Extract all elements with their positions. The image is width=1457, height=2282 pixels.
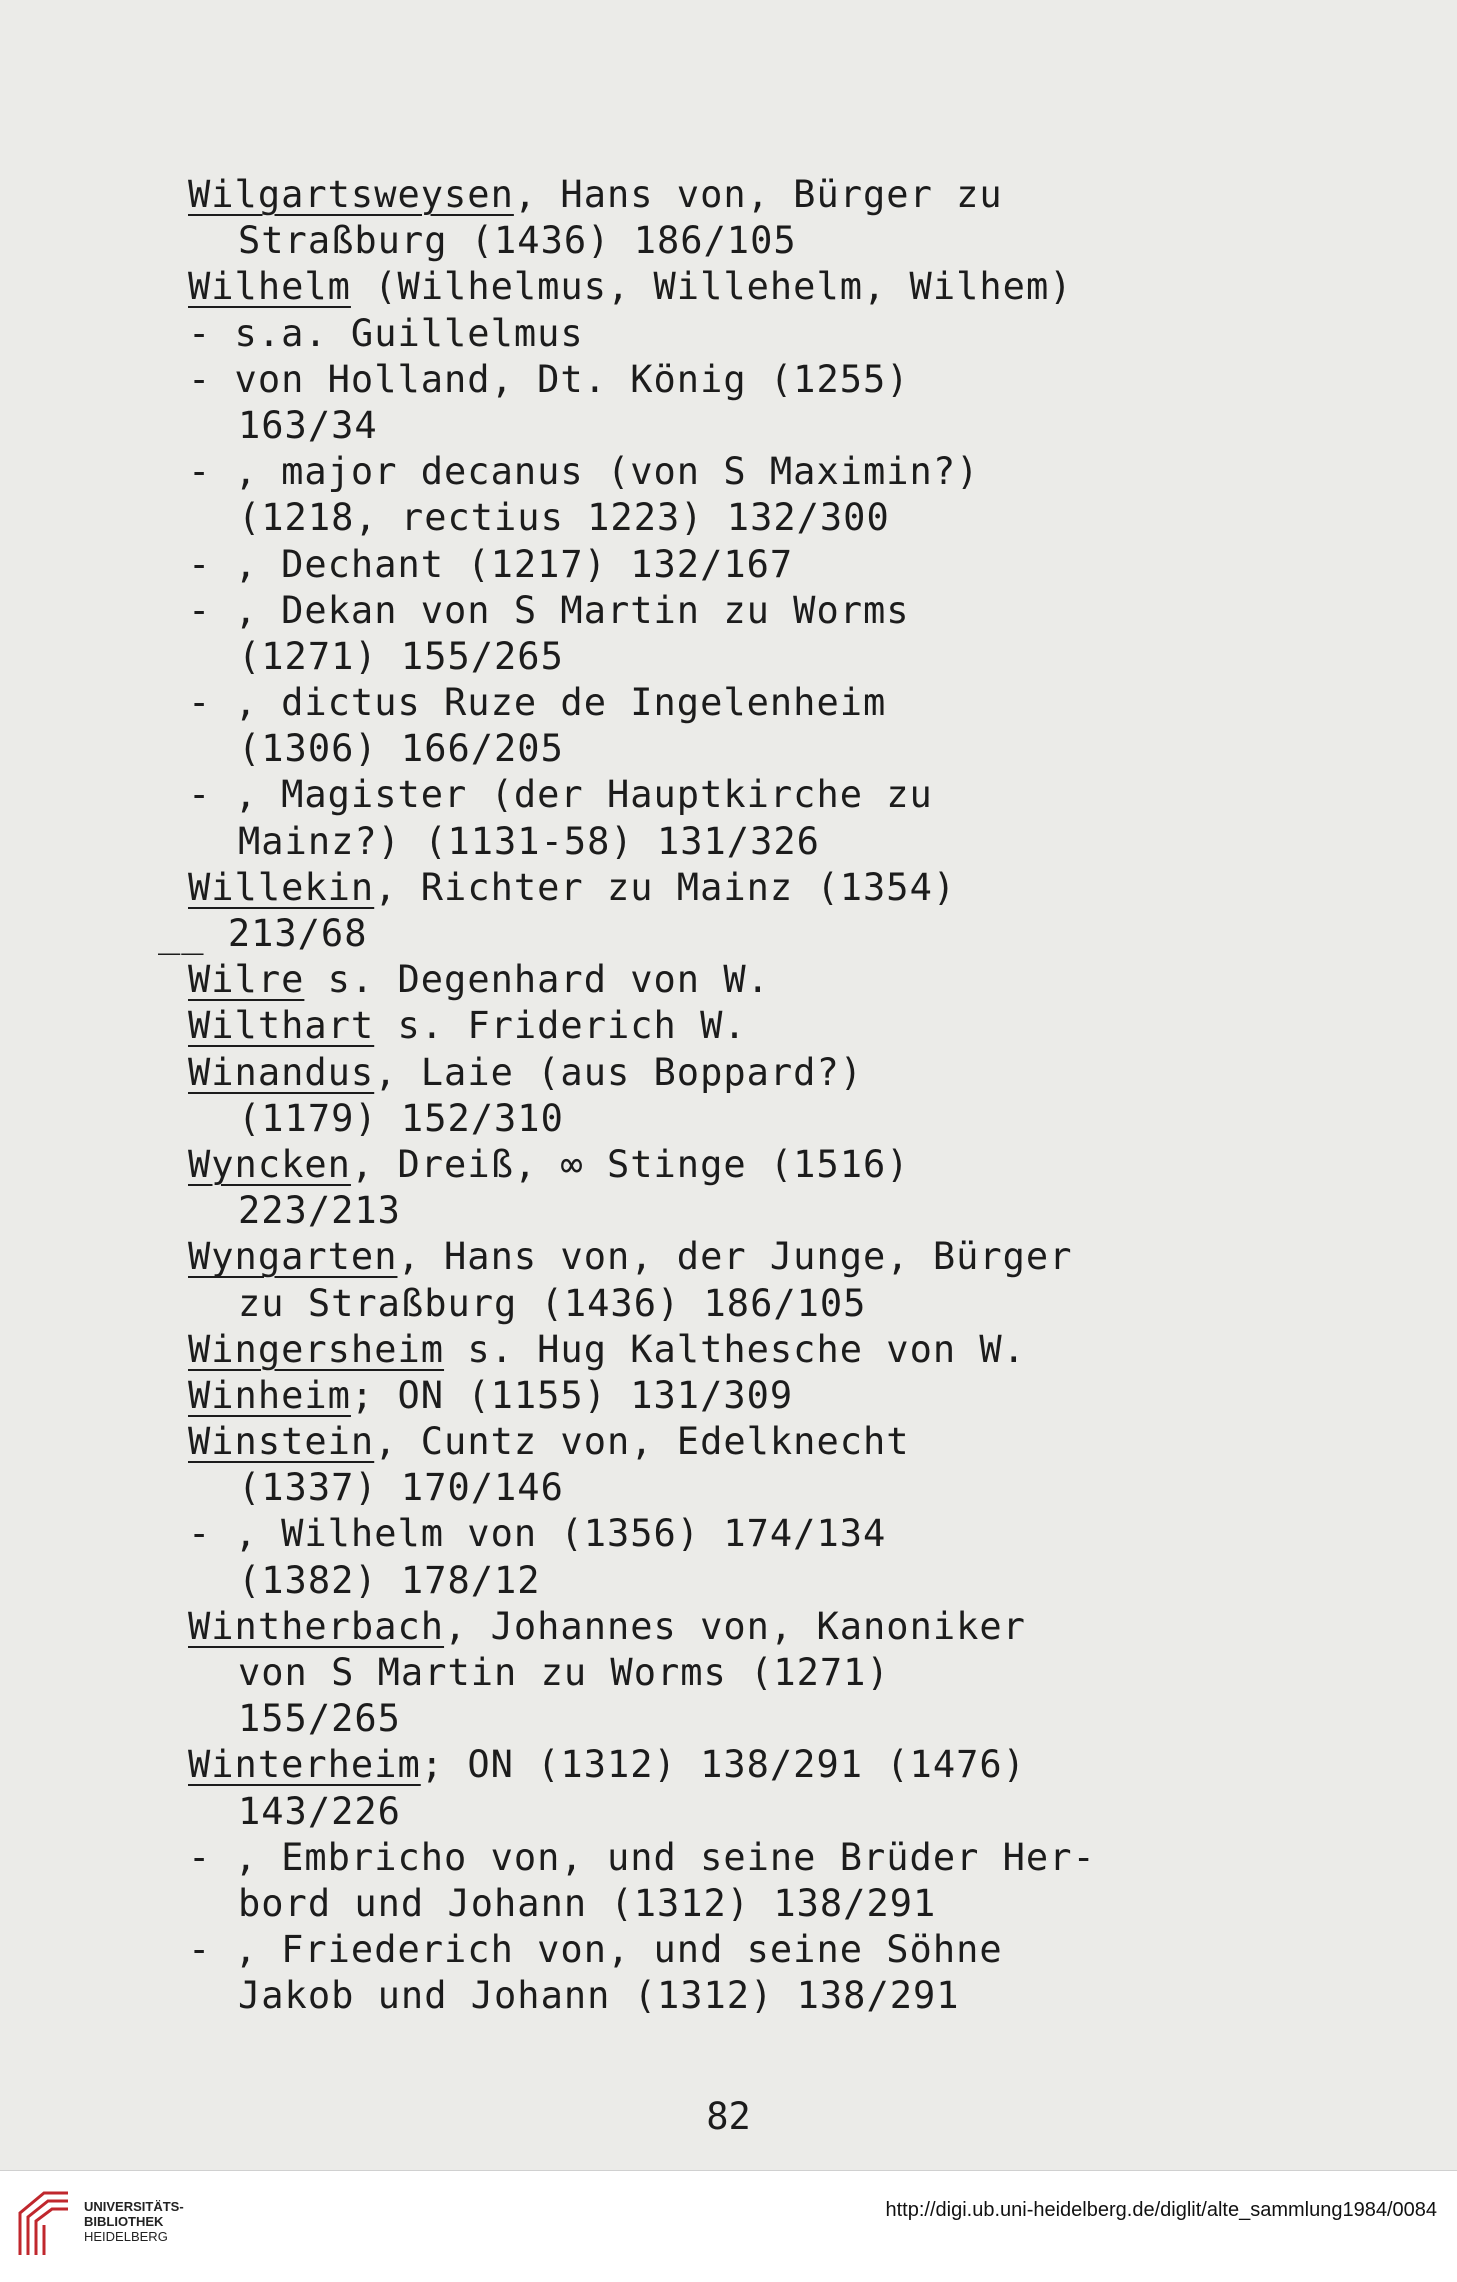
entry-line — [188, 1650, 1288, 1696]
entry-headword: Winterheim — [188, 1743, 421, 1787]
entry-continuation: 143/226 — [238, 1789, 401, 1833]
entry-line — [188, 1050, 1288, 1096]
entry-line — [188, 1881, 1288, 1927]
entry-line — [188, 1558, 1288, 1604]
entry-headword: Wilhelm — [188, 265, 351, 309]
entry-text: , Hans von, Bürger zu — [513, 173, 1003, 216]
entry-continuation: von S Martin zu Worms (1271) — [238, 1651, 890, 1694]
footer-bar — [0, 2170, 1457, 2282]
entry-line — [188, 1742, 1288, 1788]
entry-continuation: (1337) 170/146 — [238, 1466, 564, 1510]
library-name — [84, 2199, 184, 2244]
entry-headword: Wyncken — [188, 1142, 351, 1186]
entry-text: , Cuntz von, Edelknecht — [374, 1420, 910, 1464]
entry-line — [188, 1789, 1288, 1835]
entry-line — [188, 1696, 1288, 1742]
entry-text: s. Hug Kalthesche von W. — [444, 1327, 1026, 1371]
entry-text: ; ON (1155) 131/309 — [350, 1373, 794, 1417]
entry-subentry: - , Magister (der Hauptkirche zu — [188, 773, 933, 817]
entry-headword: Wilgartsweysen — [188, 173, 514, 216]
entry-line — [188, 1835, 1288, 1881]
entry-headword: Winandus — [188, 1050, 375, 1094]
entry-line — [188, 680, 1288, 726]
source-url[interactable]: http://digi.ub.uni-heidelberg.de/diglit/alte_sammlung1984/0084 — [885, 2199, 1437, 2221]
entry-text: , Johannes von, Kanoniker — [444, 1604, 1026, 1648]
entry-continuation: 155/265 — [238, 1697, 401, 1741]
entry-subentry: - , Embricho von, und seine Brüder Her- — [188, 1835, 1096, 1879]
entry-line — [188, 772, 1288, 818]
entry-headword: Wintherbach — [188, 1604, 445, 1648]
entry-line — [188, 218, 1288, 264]
entry-line — [188, 449, 1288, 495]
entry-line — [188, 1927, 1288, 1973]
index-entries — [158, 172, 1288, 2020]
entry-line — [188, 1327, 1288, 1373]
entry-text: (Wilhelmus, Willehelm, Wilhem) — [350, 265, 1073, 309]
entry-headword: Winstein — [188, 1420, 375, 1464]
entry-line — [188, 311, 1288, 357]
entry-continuation: zu Straßburg (1436) 186/105 — [238, 1281, 867, 1325]
entry-subentry: - , Wilhelm von (1356) 174/134 — [188, 1512, 887, 1556]
library-name-line1: UNIVERSITÄTS- — [84, 2199, 184, 2214]
entry-line — [188, 634, 1288, 680]
entry-subentry: - , dictus Ruze de Ingelenheim — [188, 681, 887, 725]
entry-line — [188, 1142, 1288, 1188]
entry-continuation: Straßburg (1436) 186/105 — [238, 219, 797, 263]
entry-line — [158, 911, 1288, 957]
entry-line — [188, 865, 1288, 911]
entry-continuation: (1306) 166/205 — [238, 727, 564, 771]
library-logo-icon — [14, 2185, 78, 2261]
entry-text: s. Degenhard von W. — [304, 958, 770, 1002]
entry-subentry: - s.a. Guillelmus — [188, 311, 584, 355]
entry-subentry: - , major decanus (von S Maximin?) — [188, 450, 980, 494]
entry-continuation: __ 213/68 — [158, 912, 368, 955]
entry-text: ; ON (1312) 138/291 (1476) — [420, 1743, 1026, 1787]
entry-line — [188, 957, 1288, 1003]
page-number: 82 — [706, 2095, 751, 2138]
entry-headword: Winheim — [188, 1373, 351, 1417]
entry-line — [188, 1096, 1288, 1142]
entry-line — [188, 1003, 1288, 1049]
entry-line — [188, 1188, 1288, 1234]
entry-text: s. Friderich W. — [374, 1004, 747, 1048]
entry-continuation: (1218, rectius 1223) 132/300 — [238, 496, 890, 540]
entry-text: , Richter zu Mainz (1354) — [374, 865, 957, 909]
entry-continuation: bord und Johann (1312) 138/291 — [238, 1881, 937, 1925]
entry-line — [188, 588, 1288, 634]
entry-headword: Willekin — [188, 865, 375, 909]
entry-continuation: 223/213 — [238, 1189, 401, 1233]
entry-line — [188, 1373, 1288, 1419]
entry-line — [188, 172, 1288, 218]
entry-headword: Wilre — [188, 958, 305, 1002]
entry-line — [188, 495, 1288, 541]
entry-continuation: 163/34 — [238, 403, 378, 447]
entry-text: , Dreiß, ∞ Stinge (1516) — [350, 1142, 910, 1186]
entry-line — [188, 1465, 1288, 1511]
library-name-line2: BIBLIOTHEK — [84, 2214, 164, 2229]
entry-subentry: - , Dechant (1217) 132/167 — [188, 542, 794, 586]
entry-line — [188, 357, 1288, 403]
entry-headword: Wyngarten — [188, 1235, 398, 1279]
entry-line — [188, 1511, 1288, 1557]
entry-line — [188, 542, 1288, 588]
entry-subentry: - , Friederich von, und seine Söhne — [188, 1928, 1003, 1972]
entry-text: , Laie (aus Boppard?) — [374, 1050, 864, 1094]
entry-line — [188, 819, 1288, 865]
entry-continuation: (1179) 152/310 — [238, 1096, 564, 1140]
entry-continuation: Mainz?) (1131-58) 131/326 — [238, 819, 820, 863]
entry-continuation: (1271) 155/265 — [238, 634, 564, 678]
entry-continuation: (1382) 178/12 — [238, 1558, 541, 1602]
entry-continuation: Jakob und Johann (1312) 138/291 — [238, 1974, 960, 2018]
entry-line — [188, 1281, 1288, 1327]
entry-line — [188, 726, 1288, 772]
entry-subentry: - , Dekan von S Martin zu Worms — [188, 588, 910, 632]
entry-line — [188, 264, 1288, 310]
entry-line — [188, 1604, 1288, 1650]
entry-line — [188, 1419, 1288, 1465]
entry-headword: Wilthart — [188, 1004, 375, 1048]
library-name-line3: HEIDELBERG — [84, 2229, 168, 2244]
entry-subentry: - von Holland, Dt. König (1255) — [188, 357, 910, 401]
entry-line — [188, 403, 1288, 449]
entry-line — [188, 1973, 1288, 2019]
entry-text: , Hans von, der Junge, Bürger — [397, 1235, 1073, 1279]
entry-headword: Wingersheim — [188, 1327, 445, 1371]
entry-line — [188, 1234, 1288, 1280]
